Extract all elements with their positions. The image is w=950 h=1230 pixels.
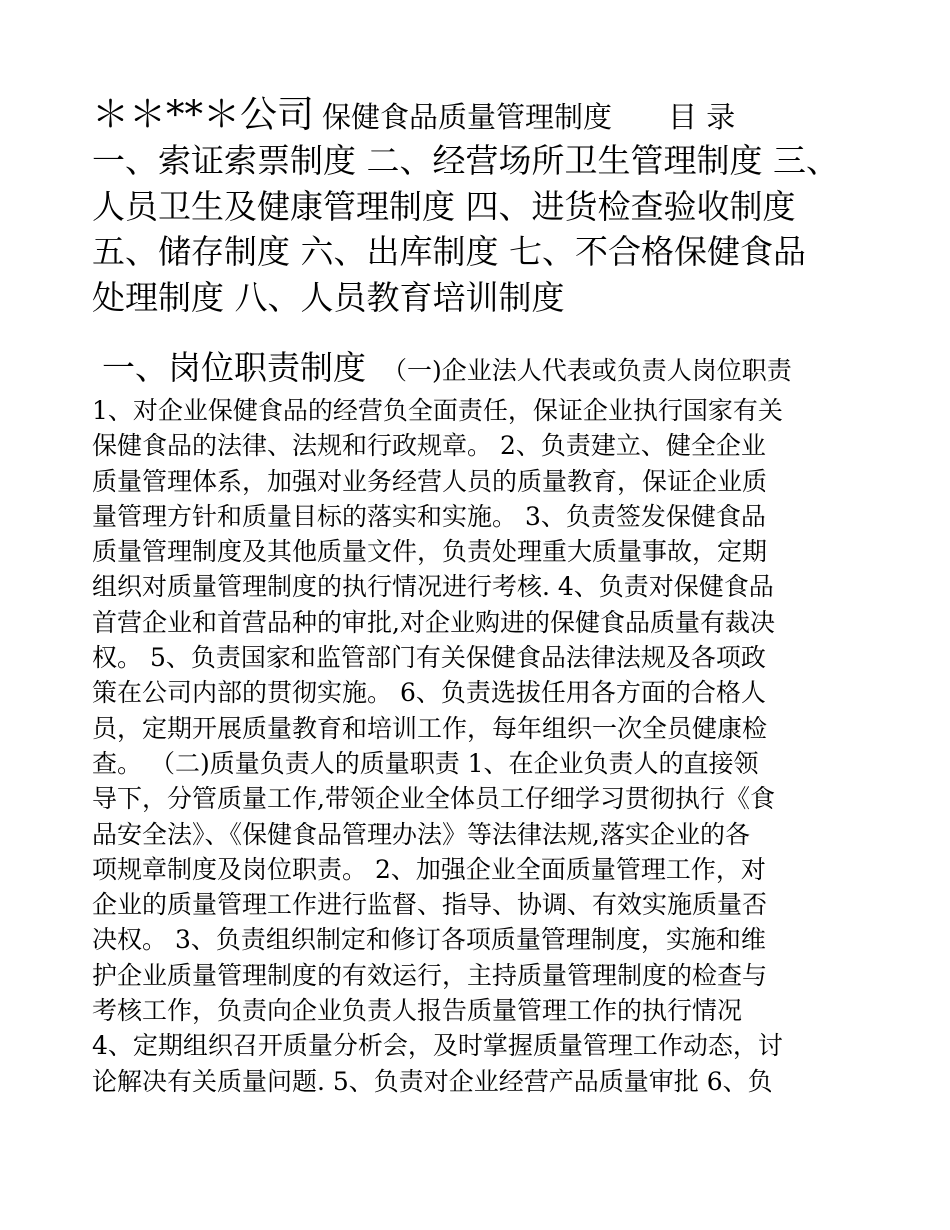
toc-line: 一、索证索票制度 二、经营场所卫生管理制度 三、 [92, 141, 839, 180]
body-line: 护企业质量管理制度的有效运行，主持质量管理制度的检查与 [92, 960, 768, 990]
body-line: 首营企业和首营品种的审批,对企业购进的保健食品质量有裁决 [92, 607, 775, 637]
body-line: 查。 （二)质量负责人的质量职责 1、在企业负责人的直接领 [92, 748, 759, 778]
body-line: 质量管理制度及其他质量文件，负责处理重大质量事故，定期 [92, 537, 768, 567]
body-line: 保健食品的法律、法规和行政规章。 2、负责建立、健全企业 [92, 431, 766, 461]
toc-label: 目 录 [668, 100, 736, 134]
section-heading: 一、岗位职责制度 [102, 348, 366, 387]
subsection-marker: （一) [382, 356, 442, 385]
body-line: 权。 5、负责国家和监管部门有关保健食品法律法规及各项政 [92, 643, 766, 673]
body-line: 项规章制度及岗位职责。 2、加强企业全面质量管理工作，对 [92, 854, 766, 884]
body-line: 品安全法》、《保健食品管理办法》等法律法规,落实企业的各 [92, 819, 750, 849]
body-line: 员，定期开展质量教育和培训工作，每年组织一次全员健康检 [92, 713, 768, 743]
toc-line: 人员卫生及健康管理制度 四、进货检查验收制度 [92, 186, 796, 226]
subsection-title: 企业法人代表或负责人岗位职责 [441, 356, 792, 385]
body-line: 导下，分管质量工作,带领企业全体员工仔细学习贯彻执行《食 [92, 784, 775, 814]
table-of-contents [92, 138, 897, 320]
section-heading-line [92, 343, 892, 393]
body-line: 组织对质量管理制度的执行情况进行考核. 4、负责对保健食品 [92, 572, 774, 602]
section-body [92, 343, 892, 1099]
body-line: 量管理方针和质量目标的落实和实施。 3、负责签发保健食品 [92, 501, 766, 531]
body-line: 质量管理体系，加强对业务经营人员的质量教育，保证企业质 [92, 466, 768, 496]
body-line: 企业的质量管理工作进行监督、指导、协调、有效实施质量否 [92, 890, 768, 920]
body-line: 1、对企业保健食品的经营负全面责任，保证企业执行国家有关 [92, 396, 783, 425]
body-line: 策在公司内部的贯彻实施。 6、负责选拔任用各方面的合格人 [92, 678, 766, 708]
toc-line: 五、储存制度 六、出库制度 七、不合格保健食品 [92, 232, 806, 272]
body-line: 考核工作，负责向企业负责人报告质量管理工作的执行情况 [92, 996, 743, 1026]
toc-line: 处理制度 八、人员教育培训制度 [92, 277, 565, 317]
document-title: 保健食品质量管理制度 [322, 100, 613, 134]
body-line: 决权。 3、负责组织制定和修订各项质量管理制度，实施和维 [92, 925, 766, 955]
body-line: 论解决有关质量问题. 5、负责对企业经营产品质量审批 6、负 [92, 1066, 773, 1096]
body-line: 4、定期组织召开质量分析会，及时掌握质量管理工作动态，讨 [92, 1031, 783, 1061]
company-name: ＊＊**＊公司 [92, 93, 314, 136]
